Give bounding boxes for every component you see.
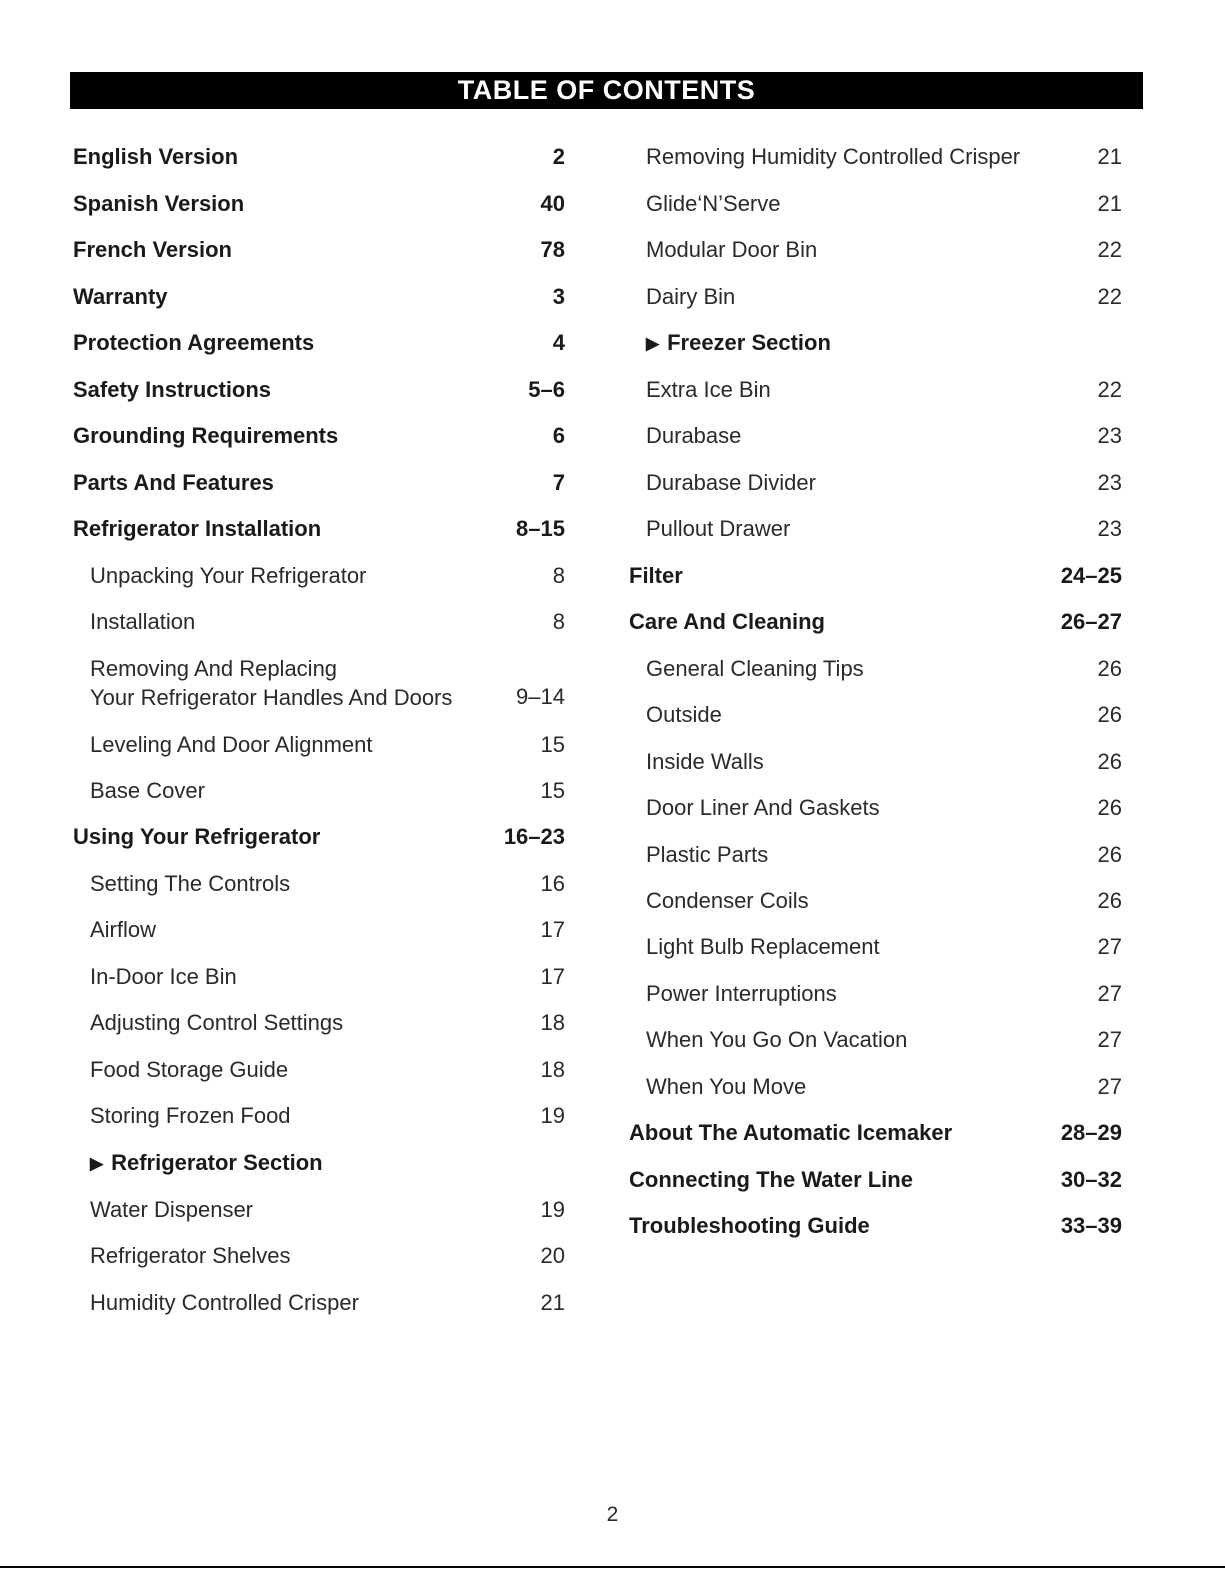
toc-entry-page: 22 bbox=[1097, 377, 1122, 402]
toc-entry-page: 28–29 bbox=[1060, 1120, 1122, 1145]
toc-entry-label bbox=[73, 962, 237, 992]
toc-entry-label bbox=[73, 915, 156, 945]
toc-entry-label bbox=[629, 840, 768, 870]
toc-entry-page: 27 bbox=[1097, 1074, 1122, 1099]
toc-entry-page: 24–25 bbox=[1060, 563, 1122, 588]
toc-entry-label bbox=[73, 1288, 359, 1318]
toc-entry-label bbox=[629, 1165, 913, 1195]
toc-entry-label bbox=[629, 282, 735, 312]
toc-entry-page: 8 bbox=[552, 609, 565, 634]
toc-entry-text: Storing Frozen Food bbox=[90, 1103, 291, 1128]
toc-entry-label bbox=[629, 328, 831, 360]
toc-entry-label bbox=[73, 561, 366, 591]
toc-entry-text: Door Liner And Gaskets bbox=[646, 795, 880, 820]
toc-entry-label bbox=[73, 1008, 343, 1038]
toc-entry bbox=[629, 421, 1122, 451]
toc-entry-label bbox=[629, 932, 880, 962]
toc-entry-label bbox=[73, 730, 373, 760]
toc-entry-page: 8–15 bbox=[516, 516, 565, 541]
toc-entry-label bbox=[629, 793, 880, 823]
toc-entry-page: 26 bbox=[1097, 842, 1122, 867]
toc-entry bbox=[73, 822, 565, 852]
toc-entry-label bbox=[629, 1118, 952, 1148]
toc-entry bbox=[629, 654, 1122, 684]
toc-entry-text: Connecting The Water Line bbox=[629, 1167, 913, 1192]
toc-entry-label bbox=[73, 375, 271, 405]
toc-entry bbox=[73, 654, 565, 712]
toc-entry-page: 16–23 bbox=[503, 824, 565, 849]
toc-entry-page: 2 bbox=[552, 144, 565, 169]
toc-entry bbox=[73, 776, 565, 806]
toc-entry-text: Light Bulb Replacement bbox=[646, 934, 880, 959]
toc-entry-page: 7 bbox=[552, 470, 565, 495]
toc-entry-text: Troubleshooting Guide bbox=[629, 1213, 870, 1238]
toc-entry bbox=[629, 700, 1122, 730]
toc-entry-page: 30–32 bbox=[1060, 1167, 1122, 1192]
toc-entry-text: Safety Instructions bbox=[73, 377, 272, 402]
toc-entry-label bbox=[73, 607, 195, 637]
toc-entry-text: Installation bbox=[90, 609, 196, 634]
toc-entry bbox=[629, 1072, 1122, 1102]
page-number: 2 bbox=[606, 1503, 619, 1526]
toc-entry bbox=[73, 1288, 565, 1318]
toc-entry bbox=[73, 1008, 565, 1038]
toc-entry-label bbox=[629, 514, 790, 544]
toc-entry-label bbox=[629, 1211, 870, 1241]
toc-entry-text: French Version bbox=[73, 237, 232, 262]
toc-entry-label bbox=[73, 514, 321, 544]
toc-entry-text: Spanish Version bbox=[73, 191, 245, 216]
toc-entry-label bbox=[73, 235, 232, 265]
toc-entry-text: Protection Agreements bbox=[73, 330, 315, 355]
toc-entry-text: Base Cover bbox=[90, 778, 205, 803]
toc-entry-page: 26–27 bbox=[1060, 609, 1122, 634]
toc-entry-label bbox=[629, 1072, 806, 1102]
toc-entry-text: Freezer Section bbox=[667, 330, 831, 355]
toc-entry bbox=[73, 468, 565, 498]
toc-entry bbox=[73, 561, 565, 591]
toc-entry-text: Parts And Features bbox=[73, 470, 274, 495]
toc-entry-text: Humidity Controlled Crisper bbox=[90, 1290, 359, 1315]
toc-entry-label bbox=[73, 822, 320, 852]
toc-entry bbox=[629, 979, 1122, 1009]
toc-entry-text: About The Automatic Icemaker bbox=[629, 1120, 953, 1145]
toc-entry bbox=[73, 1148, 565, 1180]
triangle-right-icon: ▶ bbox=[646, 334, 660, 353]
toc-entry-text: When You Go On Vacation bbox=[646, 1027, 908, 1052]
toc-entry bbox=[629, 1118, 1122, 1148]
toc-entry-label-line: Removing And Replacing bbox=[90, 656, 338, 681]
toc-entry bbox=[629, 793, 1122, 823]
toc-entry-text: Food Storage Guide bbox=[90, 1057, 289, 1082]
toc-entry-page: 26 bbox=[1097, 795, 1122, 820]
toc-entry-text: Dairy Bin bbox=[646, 284, 736, 309]
toc-entry bbox=[629, 886, 1122, 916]
toc-entry-label bbox=[73, 1101, 291, 1131]
toc-entry bbox=[629, 514, 1122, 544]
toc-entry-page: 18 bbox=[540, 1057, 565, 1082]
toc-entry-page: 23 bbox=[1097, 516, 1122, 541]
toc-entry-label bbox=[73, 189, 244, 219]
toc-entry-text: Adjusting Control Settings bbox=[90, 1010, 344, 1035]
toc-entry-page: 27 bbox=[1097, 934, 1122, 959]
toc-entry-label-line: Your Refrigerator Handles And Doors bbox=[90, 685, 453, 710]
toc-entry-text: Inside Walls bbox=[646, 749, 764, 774]
toc-entry-page: 21 bbox=[1097, 144, 1122, 169]
toc-entry-text: Glide‘N’Serve bbox=[646, 191, 781, 216]
toc-entry-label bbox=[629, 142, 1020, 172]
triangle-right-icon: ▶ bbox=[90, 1154, 104, 1173]
toc-entry-text: Filter bbox=[629, 563, 683, 588]
toc-entry-text: Warranty bbox=[73, 284, 168, 309]
toc-entry-page: 15 bbox=[540, 732, 565, 757]
toc-entry-page: 17 bbox=[540, 917, 565, 942]
toc-entry-label bbox=[629, 607, 825, 637]
toc-entry-label bbox=[73, 1055, 288, 1085]
toc-entry-page: 22 bbox=[1097, 237, 1122, 262]
toc-entry-label bbox=[629, 421, 741, 451]
toc-entry bbox=[73, 375, 565, 405]
toc-entry bbox=[629, 840, 1122, 870]
toc-entry-label bbox=[73, 328, 314, 358]
toc-entry-label bbox=[73, 421, 338, 451]
toc-entry-page: 23 bbox=[1097, 423, 1122, 448]
toc-entry bbox=[73, 1241, 565, 1271]
toc-entry bbox=[629, 282, 1122, 312]
toc-entry-page: 8 bbox=[552, 563, 565, 588]
toc-entry-label bbox=[629, 468, 816, 498]
toc-entry-page: 26 bbox=[1097, 702, 1122, 727]
toc-entry bbox=[629, 189, 1122, 219]
toc-entry-text: Removing Humidity Controlled Crisper bbox=[646, 144, 1021, 169]
toc-entry bbox=[629, 1025, 1122, 1055]
toc-entry-text: Extra Ice Bin bbox=[646, 377, 771, 402]
toc-entry bbox=[73, 282, 565, 312]
toc-entry bbox=[73, 607, 565, 637]
toc-entry-label bbox=[629, 747, 764, 777]
toc-entry-page: 6 bbox=[552, 423, 565, 448]
toc-entry-label bbox=[73, 776, 205, 806]
toc-entry-text: Plastic Parts bbox=[646, 842, 769, 867]
toc-entry bbox=[73, 1195, 565, 1225]
toc-entry-page: 40 bbox=[540, 191, 565, 216]
toc-entry-text: Airflow bbox=[90, 917, 157, 942]
page-title: TABLE OF CONTENTS bbox=[70, 72, 1143, 109]
toc-entry-text: Leveling And Door Alignment bbox=[90, 732, 373, 757]
toc-entry-text: Refrigerator Shelves bbox=[90, 1243, 291, 1268]
toc-entry-label bbox=[73, 1148, 323, 1180]
toc-entry-text: Durabase bbox=[646, 423, 742, 448]
toc-entry-page: 27 bbox=[1097, 981, 1122, 1006]
toc-entry bbox=[73, 189, 565, 219]
toc-entry-label bbox=[73, 1195, 253, 1225]
toc-entry-label bbox=[73, 142, 238, 172]
toc-entry bbox=[629, 235, 1122, 265]
toc-entry-label bbox=[629, 700, 722, 730]
toc-entry-page: 21 bbox=[540, 1290, 565, 1315]
toc-entry-text: Grounding Requirements bbox=[73, 423, 339, 448]
toc-entry-text: Care And Cleaning bbox=[629, 609, 825, 634]
toc-entry-label bbox=[629, 654, 864, 684]
toc-entry-label bbox=[629, 561, 683, 591]
toc-entry bbox=[629, 375, 1122, 405]
toc-entry bbox=[73, 235, 565, 265]
toc-entry bbox=[629, 142, 1122, 172]
toc-entry-label bbox=[629, 235, 817, 265]
toc-entry-text: General Cleaning Tips bbox=[646, 656, 864, 681]
toc-entry-page: 15 bbox=[540, 778, 565, 803]
toc-entry-text: Refrigerator Installation bbox=[73, 516, 322, 541]
toc-entry bbox=[629, 607, 1122, 637]
toc-entry bbox=[629, 328, 1122, 360]
toc-entry-text: Setting The Controls bbox=[90, 871, 291, 896]
toc-entry-page: 19 bbox=[540, 1197, 565, 1222]
toc-entry-label bbox=[73, 282, 168, 312]
toc-entry-label bbox=[73, 468, 274, 498]
toc-entry bbox=[73, 915, 565, 945]
toc-entry-page: 78 bbox=[540, 237, 565, 262]
toc-entry-page: 33–39 bbox=[1060, 1213, 1122, 1238]
toc-entry bbox=[73, 142, 565, 172]
toc-entry bbox=[629, 1211, 1122, 1241]
toc-entry-page: 4 bbox=[552, 330, 565, 355]
toc-entry-page: 3 bbox=[552, 284, 565, 309]
toc-entry-text: When You Move bbox=[646, 1074, 807, 1099]
toc-entry bbox=[629, 468, 1122, 498]
toc-entry-text: Power Interruptions bbox=[646, 981, 837, 1006]
toc-entry-label bbox=[73, 869, 290, 899]
toc-entry-label bbox=[629, 375, 771, 405]
toc-entry-text: Refrigerator Section bbox=[111, 1150, 323, 1175]
toc-entry-page: 16 bbox=[540, 871, 565, 896]
toc-entry bbox=[73, 1055, 565, 1085]
toc-entry-text: In-Door Ice Bin bbox=[90, 964, 237, 989]
toc-entry bbox=[629, 932, 1122, 962]
toc-entry-page: 27 bbox=[1097, 1027, 1122, 1052]
toc-entry bbox=[73, 421, 565, 451]
toc-entry-text: Durabase Divider bbox=[646, 470, 816, 495]
toc-entry-page: 9–14 bbox=[516, 684, 565, 709]
toc-entry-text: Modular Door Bin bbox=[646, 237, 818, 262]
toc-entry-label bbox=[629, 189, 781, 219]
toc-entry-label bbox=[73, 654, 452, 712]
toc-entry bbox=[73, 514, 565, 544]
toc-entry-page: 18 bbox=[540, 1010, 565, 1035]
toc-entry-page: 26 bbox=[1097, 656, 1122, 681]
toc-entry-page: 5–6 bbox=[528, 377, 565, 402]
toc-entry-page: 22 bbox=[1097, 284, 1122, 309]
toc-entry bbox=[73, 1101, 565, 1131]
toc-entry-text: Condenser Coils bbox=[646, 888, 809, 913]
toc-entry-page: 23 bbox=[1097, 470, 1122, 495]
toc-entry bbox=[629, 1165, 1122, 1195]
toc-entry-text: Using Your Refrigerator bbox=[73, 824, 321, 849]
toc-entry bbox=[629, 561, 1122, 591]
toc-entry bbox=[73, 869, 565, 899]
toc-entry bbox=[73, 730, 565, 760]
toc-entry-text: English Version bbox=[73, 144, 239, 169]
toc-entry bbox=[73, 962, 565, 992]
toc-entry-label bbox=[629, 979, 837, 1009]
toc-entry-text: Unpacking Your Refrigerator bbox=[90, 563, 367, 588]
toc-entry-page: 17 bbox=[540, 964, 565, 989]
toc-entry-page: 26 bbox=[1097, 888, 1122, 913]
toc-entry-page: 26 bbox=[1097, 749, 1122, 774]
toc-entry bbox=[629, 747, 1122, 777]
toc-entry-text: Pullout Drawer bbox=[646, 516, 791, 541]
bottom-rule bbox=[0, 1566, 1225, 1568]
toc-entry-label bbox=[73, 1241, 291, 1271]
toc-entry-page: 21 bbox=[1097, 191, 1122, 216]
toc-entry bbox=[73, 328, 565, 358]
toc-entry-page: 20 bbox=[540, 1243, 565, 1268]
toc-entry-text: Water Dispenser bbox=[90, 1197, 254, 1222]
toc-entry-label bbox=[629, 886, 809, 916]
toc-entry-label bbox=[629, 1025, 907, 1055]
toc-entry-page: 19 bbox=[540, 1103, 565, 1128]
toc-entry-text: Outside bbox=[646, 702, 722, 727]
